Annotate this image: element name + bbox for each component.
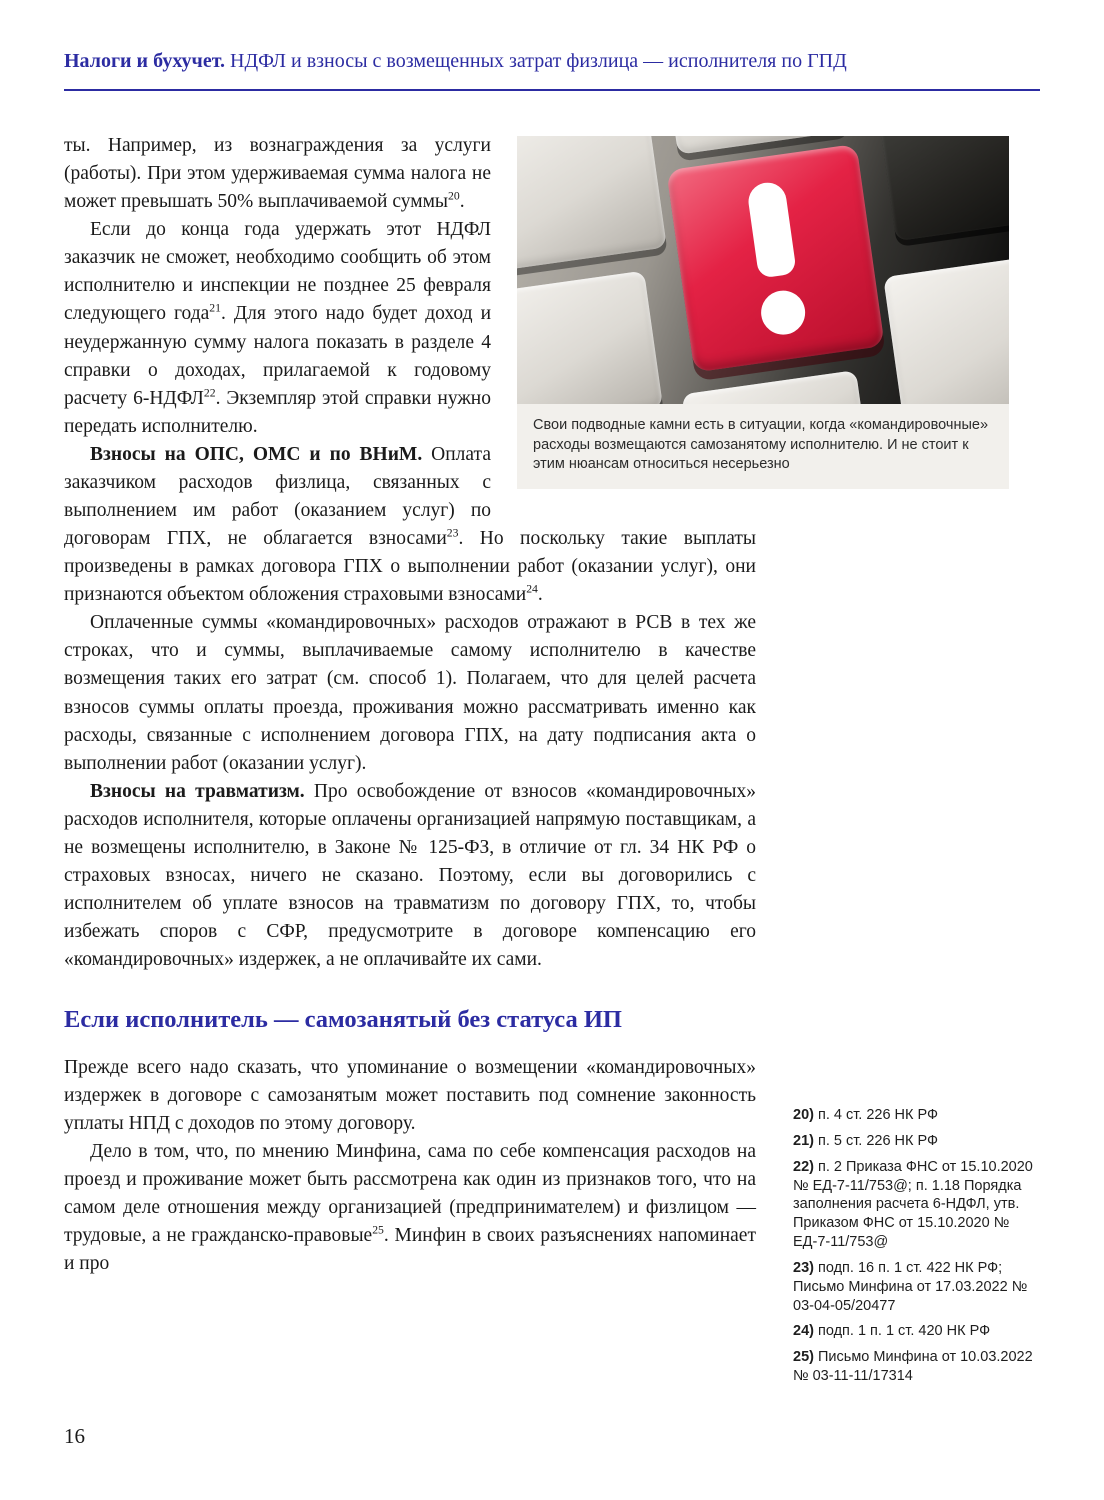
paragraph: Прежде всего надо сказать, что упоминание о возмещении «командировочных» издержек в договоре с самозанятым может поставить под сомнение законность уплаты НПД с доходов по этому договору. bbox=[64, 1056, 756, 1134]
keyboard-key-icon bbox=[682, 370, 869, 404]
paragraph: ты. Например, из вознаграждения за услуги (работы). При этом удерживаемая сумма налога не может превышать 50% выплачиваемой суммы$^{20}$. bbox=[64, 135, 491, 213]
footnote-ref: 22 bbox=[203, 386, 216, 400]
paragraph: Взносы на травматизм. Про освобождение от взносов «командировочных» расходов исполнителя, которые оплачены организацией напрямую поставщикам, а не возмещены исполнителю, в Законе № 125-ФЗ, в отличие от гл. 34 НК РФ о страховых взносах, ничего не сказано. Поэтому, если вы договорились с исполнителем об уплате взносов на травматизм по договору ГПХ, то, чтобы избежать споров с СФР, предусмотрите в договоре компенсацию его «командировочных» издержек, а не оплачивайте их сами. bbox=[64, 780, 756, 971]
paragraph: Если до конца года удержать этот НДФЛ заказчик не сможет, необходимо сообщить об этом исполнителю и инспекции не позднее 25 февраля следующего года$^{21}$. Для этого надо будет доход и неудержанную сумму налога показать в разделе 4 справки о доходах, прилагаемой к годовому расчету 6-НДФЛ$^{22}$. Экземпляр этой справки нужно передать исполнителю. bbox=[64, 219, 492, 437]
keyboard-key-icon bbox=[517, 271, 663, 404]
run-in-heading: Взносы на травматизм. bbox=[90, 780, 305, 802]
exclamation-bar-icon bbox=[746, 180, 797, 278]
footnote-ref: 21 bbox=[209, 301, 221, 315]
footnote-item: 23) подп. 16 п. 1 ст. 422 НК РФ; Письмо Минфина от 17.03.2022 № 03-04-05/20477 bbox=[793, 1259, 1028, 1314]
footnote-item: 22) п. 2 Приказа ФНС от 15.10.2020 № ЕД-7-11/753@; п. 1.18 Порядка заполнения расчета 6-НДФЛ, утв. Приказом ФНС от 15.10.2020 № ЕД-7-11/753@ bbox=[793, 1158, 1033, 1251]
keyboard-key-icon bbox=[875, 136, 1009, 241]
footnote-ref: 23 bbox=[446, 526, 459, 540]
footnote-item: 21) п. 5 ст. 226 НК РФ bbox=[793, 1132, 939, 1149]
keyboard-keys-icon bbox=[517, 136, 1009, 404]
keyboard-key-icon bbox=[883, 253, 1009, 404]
running-head-title: НДФЛ и взносы с возмещенных затрат физлица — исполнителя по ГПД bbox=[225, 50, 847, 72]
rubric-label: Налоги и бухучет. bbox=[64, 50, 226, 72]
footnote-ref: 20 bbox=[448, 189, 460, 203]
photo-block bbox=[517, 136, 1009, 489]
page-number: 16 bbox=[64, 1424, 85, 1448]
footnote-item: 25) Письмо Минфина от 10.03.2022 № 03-11-11/17314 bbox=[793, 1349, 1033, 1385]
run-in-heading: Взносы на ОПС, ОМС и по ВНиМ. bbox=[90, 443, 423, 465]
footnote-ref: 24 bbox=[526, 582, 538, 596]
exclamation-key-icon bbox=[666, 144, 885, 373]
photo-caption: Свои подводные камни есть в ситуации, когда «командировочные» расходы возмещаются самозанятому исполнителю. И не стоит к этим нюансам относиться несерьезно bbox=[517, 404, 1009, 489]
keyboard-photo bbox=[517, 136, 1009, 404]
footnote-item: 20) п. 4 ст. 226 НК РФ bbox=[793, 1107, 939, 1123]
section-heading: Если исполнитель — самозанятый без статуса ИП bbox=[64, 1006, 622, 1034]
footnote-item: 24) подп. 1 п. 1 ст. 420 НК РФ bbox=[793, 1323, 991, 1340]
paragraph: Дело в том, что, по мнению Минфина, сама по себе компенсация расходов на проезд и проживание может быть рассмотрена как один из признаков того, что на самом деле отношения между организацией (предпринимателем) и физлицом — трудовые, а не гражданско-правовые$^{25}$. Минфин в своих разъяснениях напоминает и про bbox=[64, 1140, 756, 1275]
margin-footnotes bbox=[793, 1106, 1045, 1393]
exclamation-dot-icon bbox=[758, 288, 808, 338]
keyboard-key-icon bbox=[517, 136, 667, 272]
footnote-ref: 25 bbox=[372, 1223, 384, 1237]
paragraph: Взносы на ОПС, ОМС и по ВНиМ. Оплата заказчиком расходов физлица, связанных с выполнением им работ (оказанием услуг) по договорам ГПХ, не облагается взносами$^{23}$. Но поскольку такие выплаты произведены в рамках договора ГПХ о выполнении работ (оказании услуг), они признаются объектом обложения страховыми взносами$^{24}$. bbox=[64, 443, 757, 606]
paragraph: Оплаченные суммы «командировочных» расходов отражают в РСВ в тех же строках, что и суммы, выплачиваемые самому исполнителю в качестве возмещения таких его затрат (см. способ 1). Полагаем, что для целей расчета взносов суммы оплаты проезда, проживания можно рассматривать именно как расходы, связанные с исполнением договора ГПХ, на дату подписания акта о выполнении работ (оказании услуг). bbox=[64, 612, 756, 774]
running-head bbox=[64, 50, 1040, 91]
